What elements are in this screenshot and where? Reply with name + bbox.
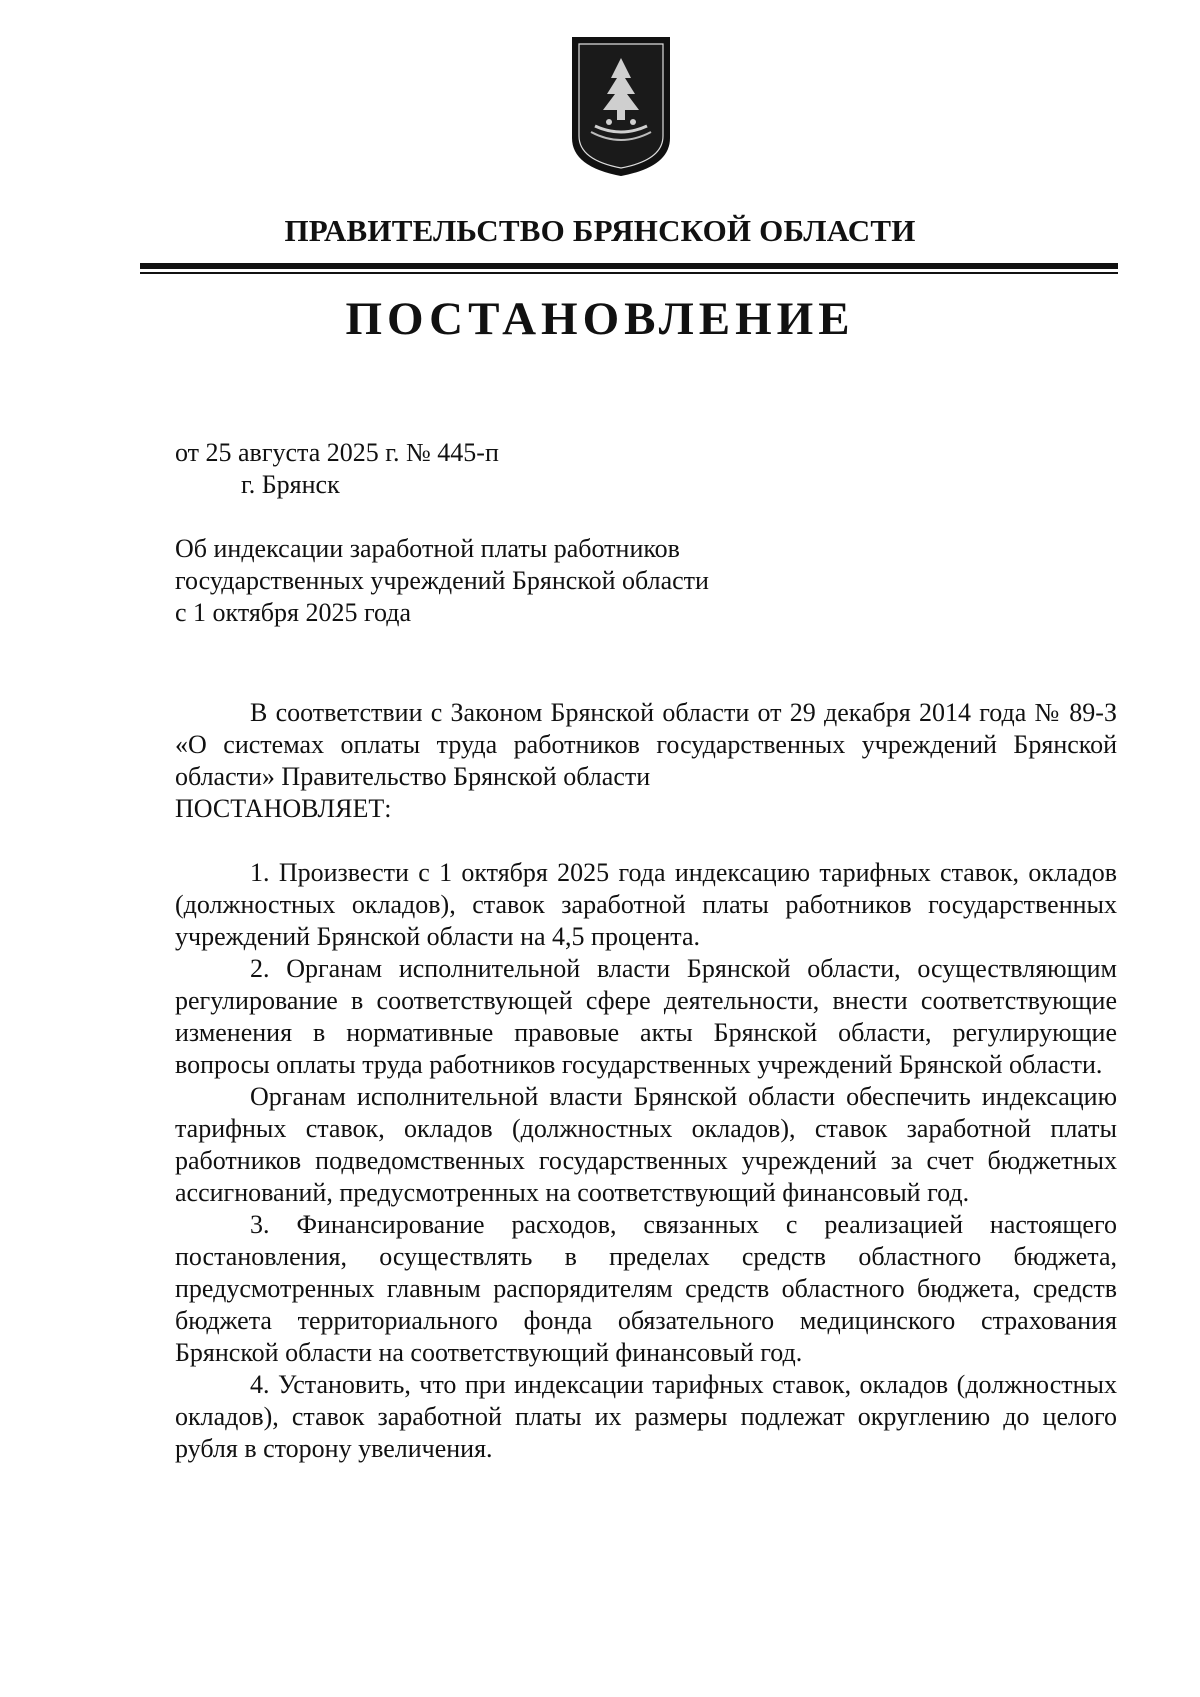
document-subject — [175, 533, 795, 629]
clause-paragraph: 4. Установить, что при индексации тарифных ставок, окладов (должностных окладов), ставок заработной платы их размеры подлежат округлению до целого рубля в сторону увеличения. — [175, 1370, 1117, 1463]
subject-line: с 1 октября 2025 года — [175, 598, 412, 627]
organization-title: ПРАВИТЕЛЬСТВО БРЯНСКОЙ ОБЛАСТИ — [284, 213, 916, 248]
clause-paragraph: 3. Финансирование расходов, связанных с реализацией настоящего постановления, осуществлять в пределах средств областного бюджета, предусмотренных главным распорядителям средств областного бюджета, средств бюджета территориального фонда обязательного медицинского страхования Брянской области на соответствующий финансовый год. — [175, 1210, 1117, 1367]
resolves-keyword: ПОСТАНОВЛЯЕТ: — [175, 794, 392, 823]
document-type-title: ПОСТАНОВЛЕНИЕ — [345, 293, 855, 345]
subject-line: Об индексации заработной платы работников — [175, 534, 680, 563]
header-divider-thick — [140, 263, 1118, 269]
date-and-number: от 25 августа 2025 г. № 445-п — [175, 438, 499, 467]
clause-paragraph: 2. Органам исполнительной власти Брянской области, осуществляющим регулирование в соответствующей сфере деятельности, внести соответствующие изменения в нормативные правовые акты Брянской области, регулирующие вопросы оплаты труда работников государственных учреждений Брянской области. — [175, 954, 1117, 1079]
clause-paragraph: Органам исполнительной власти Брянской области обеспечить индексацию тарифных ставок, окладов (должностных окладов), ставок заработной платы работников подведомственных государственных учреждений за счет бюджетных ассигнований, предусмотренных на соответствующий финансовый год. — [175, 1082, 1117, 1207]
header-divider-thin — [140, 272, 1118, 274]
clause-paragraph: 1. Произвести с 1 октября 2025 года индексацию тарифных ставок, окладов (должностных окладов), ставок заработной платы работников государственных учреждений Брянской области на 4,5 процента. — [175, 858, 1117, 951]
document-body — [175, 697, 1117, 1465]
coat-of-arms-icon — [569, 34, 673, 179]
city: г. Брянск — [241, 470, 340, 499]
preamble-paragraph: В соответствии с Законом Брянской области от 29 декабря 2014 года № 89-З «О системах оплаты труда работников государственных учреждений Брянской области» Правительство Брянской области — [175, 698, 1117, 791]
subject-line: государственных учреждений Брянской области — [175, 566, 709, 595]
